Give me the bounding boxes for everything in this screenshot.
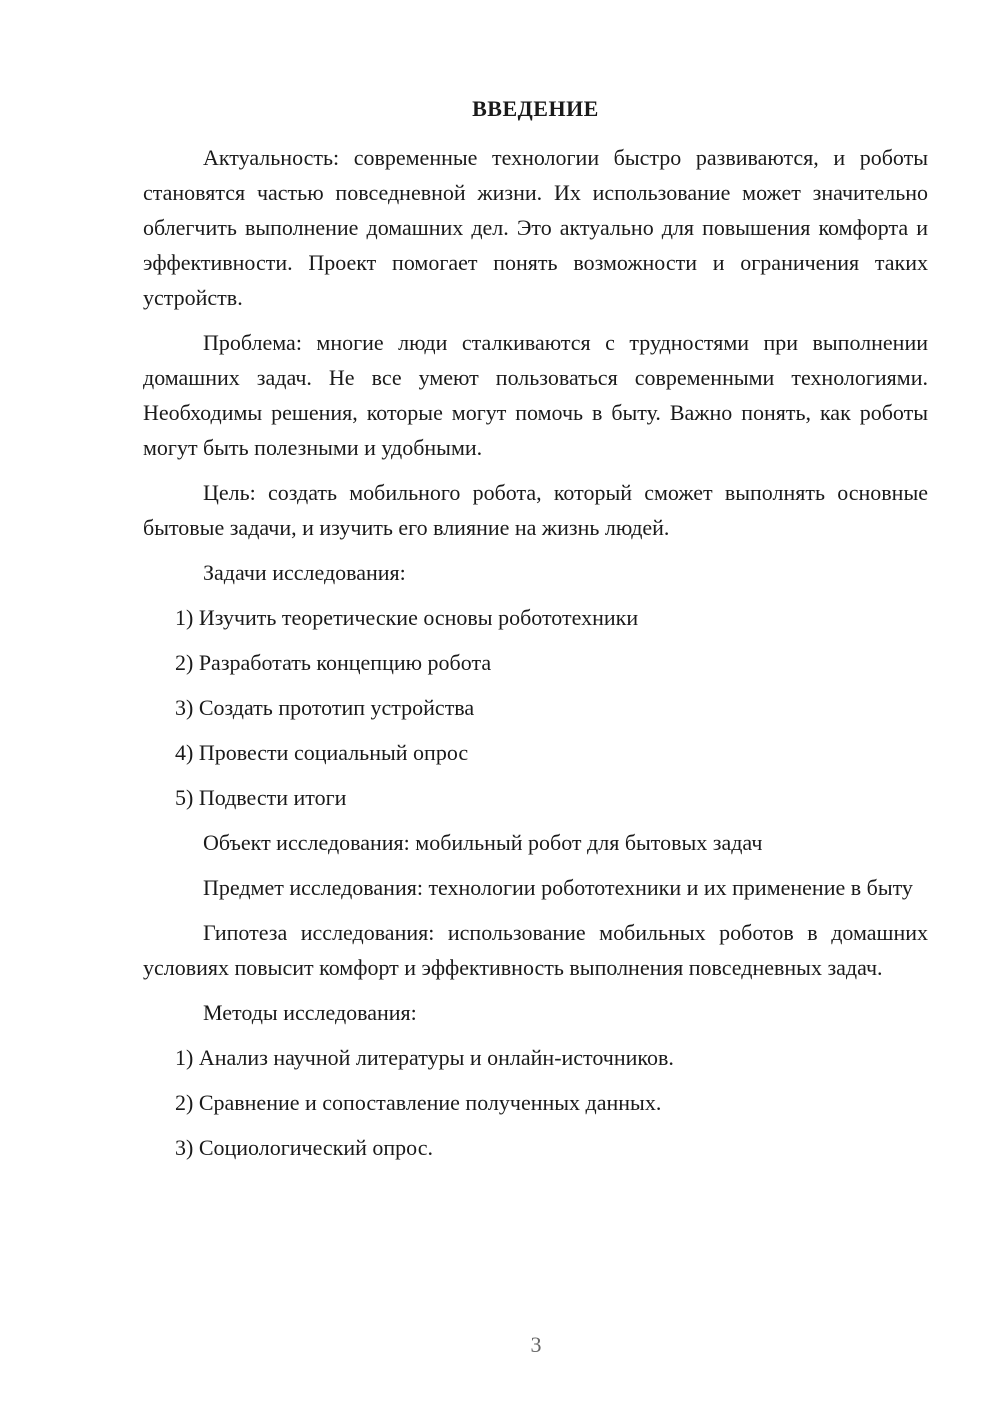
page-content (143, 96, 928, 1175)
page-title: ВВЕДЕНИЕ (472, 96, 599, 121)
list-item: 2) Сравнение и сопоставление полученных данных. (175, 1090, 662, 1115)
methods-label: Методы исследования: (203, 1000, 417, 1025)
list-item: 1) Анализ научной литературы и онлайн-источников. (175, 1045, 674, 1070)
list-item: 2) Разработать концепцию робота (175, 650, 492, 675)
tasks-label: Задачи исследования: (203, 560, 406, 585)
problem-paragraph: Проблема: многие люди сталкиваются с трудностями при выполнении домашних задач. Не все умеют пользоваться современными технологиями. Необходимы решения, которые могут помочь в быту. Важно понять, как роботы могут быть полезными и удобными. (143, 330, 928, 460)
subject-paragraph: Предмет исследования: технологии робототехники и их применение в быту (203, 875, 913, 900)
list-item: 3) Социологический опрос. (175, 1135, 433, 1160)
page-number: 3 (530, 1332, 542, 1357)
list-item: 5) Подвести итоги (175, 785, 347, 810)
list-item: 3) Создать прототип устройства (175, 695, 475, 720)
list-item: 1) Изучить теоретические основы робототехники (175, 605, 639, 630)
goal-paragraph: Цель: создать мобильного робота, который сможет выполнять основные бытовые задачи, и изучить его влияние на жизнь людей. (143, 480, 928, 540)
object-line: Объект исследования: мобильный робот для бытовых задач (203, 830, 763, 855)
hypothesis-paragraph: Гипотеза исследования: использование мобильных роботов в домашних условиях повысит комфорт и эффективность выполнения повседневных задач. (143, 920, 928, 980)
list-item: 4) Провести социальный опрос (175, 740, 469, 765)
relevance-paragraph: Актуальность: современные технологии быстро развиваются, и роботы становятся частью повседневной жизни. Их использование может значительно облегчить выполнение домашних дел. Это актуально для повышения комфорта и эффективности. Проект помогает понять возможности и ограничения таких устройств. (143, 145, 928, 310)
